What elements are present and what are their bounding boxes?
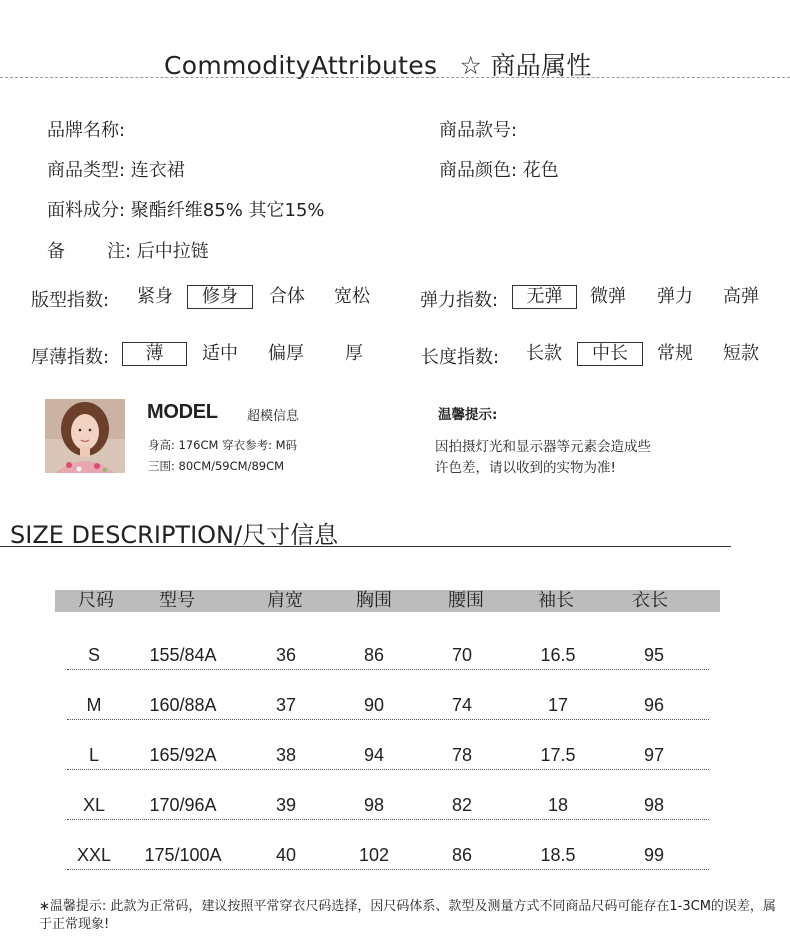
cell-sleeve: 18 (547, 795, 569, 815)
fit-option-tight: 紧身 (137, 286, 173, 307)
fit-option-regular: 合体 (269, 286, 305, 307)
cell-size: S (87, 645, 101, 665)
cell-length: 96 (643, 695, 665, 715)
title-cn: 商品属性 (490, 51, 592, 80)
th-sleeve: 袖长 (538, 590, 574, 611)
cell-size: M (86, 695, 102, 715)
elastic-option-elastic: 弹力 (657, 286, 693, 307)
model-measurements-line2: 三围: 80CM/59CM/89CM (148, 459, 285, 473)
thickness-option-thick-ish: 偏厚 (268, 343, 304, 364)
elastic-option-slight: 微弹 (590, 286, 626, 307)
attr-color: 商品颜色: 花色 (439, 160, 559, 181)
th-waist: 腰围 (448, 590, 484, 611)
length-index-label: 长度指数: (421, 347, 500, 368)
title-en: CommodityAttributes (164, 51, 438, 80)
cell-shoulder: 39 (275, 795, 297, 815)
cell-model-code: 165/92A (149, 745, 217, 765)
tip-line1: 因拍摄灯光和显示器等元素会造成些 (435, 439, 651, 455)
attr-note: 注: 后中拉链 (107, 241, 209, 262)
attr-note-label: 备 (47, 241, 65, 262)
table-row-divider (67, 769, 709, 770)
footnote: ∗温馨提示: 此款为正常码，建议按照平常穿衣尺码选择，因尺码体系、款型及测量方式不同商品尺码可能存在1-3CM的误差，属于正常现象! (39, 899, 776, 932)
th-bust: 胸围 (356, 590, 392, 611)
length-option-long: 长款 (526, 343, 562, 364)
cell-shoulder: 36 (275, 645, 297, 665)
model-subtitle: 超模信息 (247, 409, 300, 424)
cell-length: 97 (643, 745, 665, 765)
model-title: MODEL (147, 401, 218, 423)
elastic-option-high: 高弹 (723, 286, 759, 307)
length-option-midi-selected: 中长 (577, 342, 643, 366)
cell-bust: 86 (363, 645, 385, 665)
cell-shoulder: 38 (275, 745, 297, 765)
cell-size: XL (82, 795, 106, 815)
th-length: 衣长 (632, 590, 668, 611)
attr-fabric: 面料成分: 聚酯纤维85% 其它15% (47, 200, 325, 221)
model-measurements-line1: 身高: 176CM 穿衣参考: M码 (148, 438, 298, 452)
cell-model-code: 160/88A (149, 695, 217, 715)
length-option-short: 短款 (723, 343, 759, 364)
fit-option-slim-selected: 修身 (187, 285, 253, 309)
cell-sleeve: 17 (547, 695, 569, 715)
th-size: 尺码 (78, 590, 114, 611)
tip-title: 温馨提示: (438, 407, 498, 423)
model-photo (45, 399, 125, 473)
cell-waist: 78 (451, 745, 473, 765)
cell-sleeve: 17.5 (540, 745, 576, 765)
header-dashed-divider (0, 77, 790, 78)
size-section-title: SIZE DESCRIPTION/尺寸信息 (10, 521, 339, 549)
cell-bust: 90 (363, 695, 385, 715)
cell-bust: 98 (363, 795, 385, 815)
cell-length: 99 (643, 845, 665, 865)
cell-shoulder: 37 (275, 695, 297, 715)
cell-shoulder: 40 (275, 845, 297, 865)
cell-model-code: 155/84A (149, 645, 217, 665)
thickness-option-medium: 适中 (202, 343, 238, 364)
table-row-divider (67, 719, 709, 720)
cell-sleeve: 16.5 (540, 645, 576, 665)
th-shoulder: 肩宽 (267, 590, 303, 611)
cell-sleeve: 18.5 (540, 845, 576, 865)
elastic-index-label: 弹力指数: (420, 290, 499, 311)
cell-model-code: 170/96A (149, 795, 217, 815)
cell-length: 98 (643, 795, 665, 815)
fit-option-loose: 宽松 (334, 286, 370, 307)
size-title-underline (0, 546, 731, 547)
cell-waist: 82 (451, 795, 473, 815)
length-option-regular: 常规 (657, 343, 693, 364)
cell-length: 95 (643, 645, 665, 665)
size-table-header (55, 590, 720, 612)
cell-waist: 86 (451, 845, 473, 865)
attr-brand: 品牌名称: (47, 120, 126, 141)
table-row-divider (67, 819, 709, 820)
cell-model-code: 175/100A (144, 845, 222, 865)
thickness-index-label: 厚薄指数: (31, 347, 110, 368)
attr-style-no: 商品款号: (439, 120, 518, 141)
fit-index-label: 版型指数: (31, 290, 110, 311)
cell-size: L (88, 745, 100, 765)
th-model-code: 型号 (159, 590, 195, 611)
cell-size: XXL (76, 845, 112, 865)
cell-waist: 74 (451, 695, 473, 715)
table-row-divider (67, 869, 709, 870)
thickness-option-thick: 厚 (345, 343, 363, 364)
table-row-divider (67, 669, 709, 670)
cell-bust: 102 (358, 845, 390, 865)
tip-line2: 许色差，请以收到的实物为准! (435, 460, 616, 476)
star-icon: ☆ (459, 51, 483, 80)
elastic-option-none-selected: 无弹 (512, 285, 577, 309)
attr-type: 商品类型: 连衣裙 (47, 160, 185, 181)
thickness-option-thin-selected: 薄 (122, 342, 187, 366)
cell-waist: 70 (451, 645, 473, 665)
cell-bust: 94 (363, 745, 385, 765)
